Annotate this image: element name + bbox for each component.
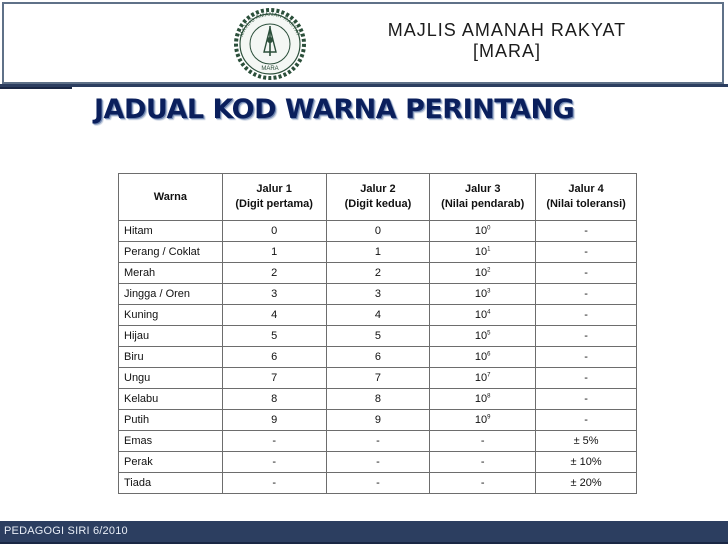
color-name-cell [119,263,223,284]
band2-cell [326,242,430,263]
band1-cell [222,284,326,305]
band2-cell [326,347,430,368]
color-name-cell-value: Kelabu [124,393,159,405]
color-name-cell [119,452,223,473]
column-header-line2: (Digit kedua) [344,198,412,210]
resistor-color-code-table [118,173,637,494]
band1-cell [222,263,326,284]
band2-cell [326,389,430,410]
column-header-line2: (Digit pertama) [235,198,313,210]
color-name-cell [119,326,223,347]
footer [0,521,728,546]
band3-cell [430,347,536,368]
band4-cell-value: ± 10% [570,456,602,468]
color-name-cell [119,368,223,389]
color-name-cell [119,473,223,494]
band2-cell [326,305,430,326]
band1-cell-value: 5 [271,330,278,342]
multiplier-exponent: 3 [487,288,491,295]
band4-cell [536,431,637,452]
band4-cell [536,389,637,410]
band1-cell [222,431,326,452]
band4-cell-value: - [584,330,588,342]
band2-cell [326,326,430,347]
footer-label: PEDAGOGI SIRI 6/2010 [4,525,128,537]
band2-cell [326,473,430,494]
color-name-cell-value: Kuning [124,309,159,321]
color-name-cell-value: Perak [124,456,153,468]
band4-cell-value: - [584,351,588,363]
band1-cell-value: 7 [271,372,278,384]
band3-cell-value: - [480,477,485,489]
color-name-cell [119,284,223,305]
table-row [119,347,637,368]
color-name-cell-value: Biru [124,351,144,363]
column-header [326,174,430,221]
band1-cell [222,473,326,494]
table-row [119,263,637,284]
band3-cell [430,368,536,389]
band4-cell [536,263,637,284]
band4-cell [536,368,637,389]
band1-cell-value: 9 [271,414,278,426]
band3-cell-value: 10 [474,288,488,300]
column-header [430,174,536,221]
table-row [119,284,637,305]
band2-cell-value: - [376,456,380,468]
band1-cell-value: 6 [271,351,278,363]
band3-cell-value: 10 [474,225,488,237]
color-name-cell-value: Hitam [124,225,153,237]
band1-cell [222,389,326,410]
band1-cell [222,305,326,326]
band2-cell-value: - [376,435,380,447]
table-row [119,368,637,389]
band4-cell [536,284,637,305]
band4-cell [536,305,637,326]
band2-cell [326,410,430,431]
page-title: JADUAL KOD WARNA PERINTANG [94,94,575,125]
org-name-line1: MAJLIS AMANAH RAKYAT [387,20,627,40]
column-header-line1: Jalur 1 [256,183,292,195]
band3-cell-value: - [480,456,485,468]
band2-cell-value: 0 [374,225,381,237]
band2-cell-value: 8 [374,393,381,405]
color-name-cell [119,305,223,326]
multiplier-exponent: 8 [487,393,491,400]
table-row [119,221,637,242]
table-row [119,410,637,431]
table-row [119,452,637,473]
multiplier-exponent: 2 [487,267,491,274]
column-header-line1: Jalur 3 [464,183,501,195]
column-header-line2: (Nilai toleransi) [546,198,626,210]
band3-cell [430,284,536,305]
color-name-cell [119,242,223,263]
band3-cell-value: 10 [474,414,488,426]
color-name-cell-value: Jingga / Oren [124,288,191,300]
color-name-cell-value: Ungu [124,372,151,384]
band4-cell [536,221,637,242]
organization-name [372,20,642,62]
color-name-cell [119,431,223,452]
band2-cell-value: 3 [374,288,381,300]
band3-cell [430,452,536,473]
band3-cell [430,389,536,410]
band2-cell-value: 6 [374,351,381,363]
logo-bottom-text: MARA [261,66,279,72]
table-body [119,221,637,494]
header [0,0,728,88]
band3-cell-value: 10 [474,246,488,258]
band4-cell-value: - [584,267,588,279]
band3-cell [430,221,536,242]
band2-cell-value: 5 [374,330,381,342]
header-divider [0,84,728,87]
band2-cell [326,431,430,452]
band3-cell-value: 10 [474,330,488,342]
band1-cell-value: 1 [271,246,278,258]
table-row [119,305,637,326]
color-name-cell [119,410,223,431]
band3-cell-value: 10 [474,309,488,321]
color-name-cell-value: Merah [124,267,156,279]
band3-cell-value: 10 [474,351,488,363]
band1-cell [222,242,326,263]
band3-cell [430,431,536,452]
band3-cell [430,410,536,431]
band3-cell-value: 10 [474,393,488,405]
multiplier-exponent: 4 [487,309,491,316]
band3-cell [430,242,536,263]
band4-cell-value: ± 5% [573,435,599,447]
band3-cell-value: 10 [474,372,488,384]
org-name-line2: [MARA] [472,41,541,61]
band4-cell [536,452,637,473]
band4-cell [536,347,637,368]
column-header [222,174,326,221]
color-name-cell [119,221,223,242]
multiplier-exponent: 9 [487,414,491,421]
column-header [536,174,637,221]
multiplier-exponent: 7 [487,372,491,379]
column-header-line2: (Nilai pendarab) [441,198,525,210]
column-header-line1: Warna [153,190,187,203]
band3-cell-value: 10 [474,267,488,279]
band2-cell [326,221,430,242]
column-header-line1: Jalur 2 [360,183,396,195]
multiplier-exponent: 1 [487,246,491,253]
band1-cell [222,368,326,389]
table-row [119,242,637,263]
band4-cell-value: ± 20% [570,477,602,489]
column-header [119,174,223,221]
band2-cell-value: 2 [374,267,381,279]
band4-cell-value: - [584,246,588,258]
column-header-line1: Jalur 4 [568,183,604,195]
table-row [119,473,637,494]
color-name-cell [119,347,223,368]
band2-cell [326,284,430,305]
band2-cell-value: 9 [374,414,381,426]
color-name-cell-value: Putih [124,414,150,426]
band3-cell [430,326,536,347]
band1-cell-value: 2 [271,267,278,279]
logo-ring-text: MAJLIS AMANAH RAKYAT [239,11,301,38]
band1-cell [222,347,326,368]
band1-cell-value: 8 [271,393,278,405]
band1-cell-value: 3 [271,288,278,300]
band3-cell-value: - [480,435,485,447]
band4-cell-value: - [584,225,588,237]
multiplier-exponent: 6 [487,351,491,358]
band2-cell-value: - [376,477,380,489]
band2-cell-value: 7 [374,372,381,384]
table-header-row [119,174,637,221]
band4-cell [536,410,637,431]
footer-edge [0,542,728,544]
band3-cell [430,263,536,284]
band4-cell-value: - [584,393,588,405]
table-row [119,389,637,410]
mara-logo [232,6,308,82]
band4-cell-value: - [584,372,588,384]
band1-cell-value: - [272,435,276,447]
band1-cell [222,221,326,242]
multiplier-exponent: 5 [487,330,491,337]
band4-cell [536,473,637,494]
band2-cell [326,368,430,389]
band1-cell-value: 4 [271,309,278,321]
color-name-cell-value: Perang / Coklat [124,246,200,258]
band1-cell [222,410,326,431]
table-row [119,431,637,452]
band2-cell-value: 4 [374,309,381,321]
multiplier-exponent: 0 [487,225,491,232]
band4-cell [536,242,637,263]
band1-cell-value: - [272,477,276,489]
color-name-cell-value: Hijau [124,330,150,342]
band1-cell-value: - [272,456,276,468]
band3-cell [430,305,536,326]
header-accent-strip [0,87,72,89]
band1-cell [222,326,326,347]
band4-cell [536,326,637,347]
band1-cell-value: 0 [271,225,278,237]
color-name-cell-value: Emas [124,435,153,447]
band4-cell-value: - [584,309,588,321]
table-row [119,326,637,347]
band1-cell [222,452,326,473]
band4-cell-value: - [584,414,588,426]
band2-cell-value: 1 [374,246,381,258]
color-name-cell-value: Tiada [124,477,152,489]
color-name-cell [119,389,223,410]
band4-cell-value: - [584,288,588,300]
band3-cell [430,473,536,494]
band2-cell [326,452,430,473]
band2-cell [326,263,430,284]
